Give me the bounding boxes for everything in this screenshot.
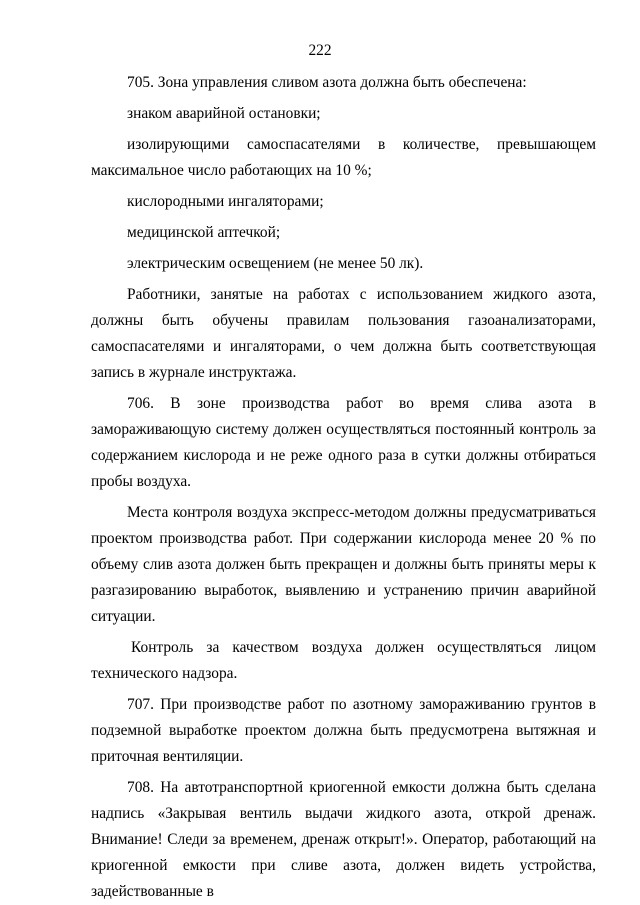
list-item-oxygen-inhalers: кислородными ингаляторами;	[127, 193, 324, 210]
list-item-emergency-stop-sign: знаком аварийной остановки;	[127, 105, 321, 122]
list-item-first-aid-kit: медицинской аптечкой;	[127, 224, 281, 241]
paragraph-707: 707. При производстве работ по азотному замораживанию грунтов в подземной выработке проектом должна быть предусмотрена вытяжная и приточная вентиляции.	[91, 696, 596, 765]
paragraph-air-quality-control: Контроль за качеством воздуха должен осуществляться лицом технического надзора.	[91, 639, 596, 682]
paragraph-workers-training: Работники, занятые на работах с использованием жидкого азота, должны быть обучены правилам пользования газоанализаторами, самоспасателями и ингаляторами, о чем должна быть соответствующая запись в журнале инструктажа.	[91, 286, 596, 381]
paragraph-708: 708. На автотранспортной криогенной емкости должна быть сделана надпись «Закрывая вентиль выдачи жидкого азота, открой дренаж. Внимание! Следи за временем, дренаж открыт!». Оператор, работающий на криогенной емкости при сливе азота, должен видеть устройства, задействованные в	[91, 779, 596, 900]
page-number: 222	[308, 42, 332, 59]
paragraph-air-control-points: Места контроля воздуха экспресс-методом должны предусматриваться проектом производства работ. При содержании кислорода менее 20 % по объему слив азота должен быть прекращен и должны быть приняты меры к разгазированию выработок, выявлению и устранению причин аварийной ситуации.	[91, 504, 596, 625]
list-item-electric-lighting: электрическим освещением (не менее 50 лк).	[127, 255, 424, 272]
document-body	[91, 70, 596, 905]
paragraph-706: 706. В зоне производства работ во время слива азота в замораживающую систему должен осуществляться постоянный контроль за содержанием кислорода и не реже одного раза в сутки должны отбираться пробы воздуха.	[91, 395, 596, 490]
paragraph-705: 705. Зона управления сливом азота должна быть обеспечена:	[127, 74, 527, 91]
list-item-self-rescuers: изолирующими самоспасателями в количестве, превышающем максимальное число работающих на 10 %;	[91, 136, 596, 179]
